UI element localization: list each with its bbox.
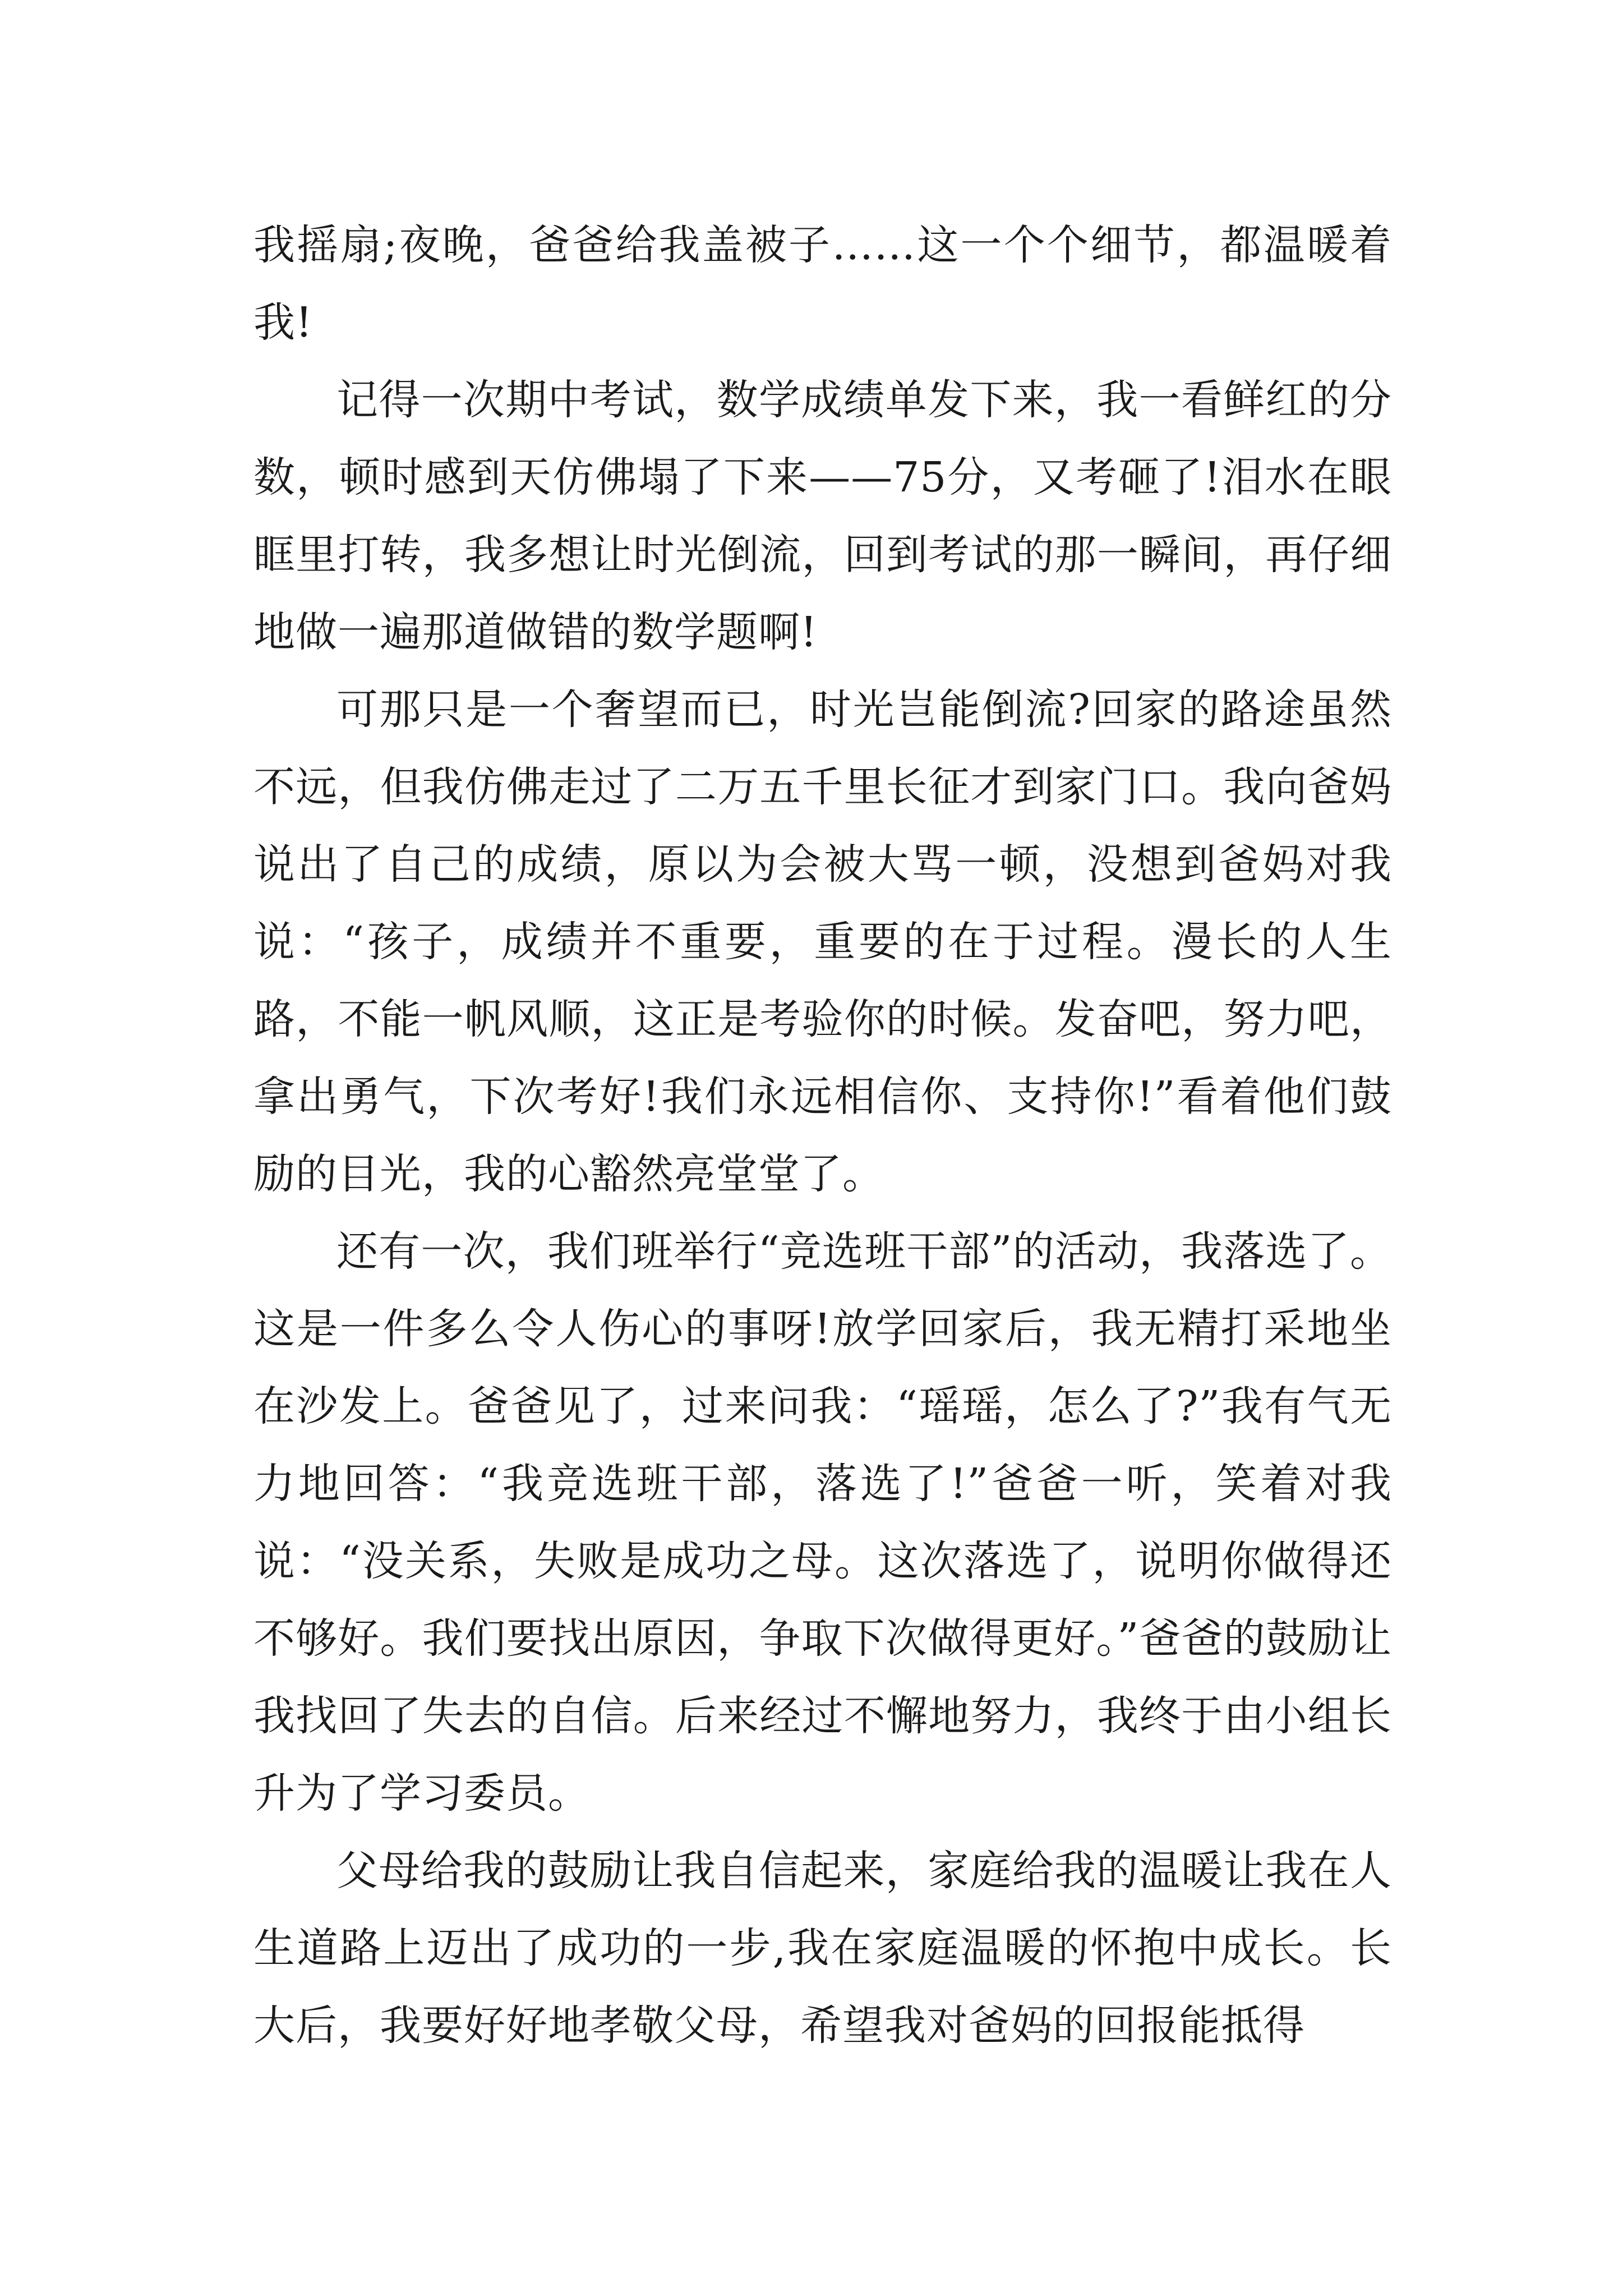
paragraph-2: 记得一次期中考试，数学成绩单发下来，我一看鲜红的分数，顿时感到天仿佛塌了下来——75分，又考砸了!泪水在眼眶里打转，我多想让时光倒流，回到考试的那一瞬间，再仔细地做一遍那道做错的数学题啊! — [253, 376, 1392, 656]
paragraph-4: 还有一次，我们班举行“竞选班干部”的活动，我落选了。这是一件多么令人伤心的事呀!放学回家后，我无精打采地坐在沙发上。爸爸见了，过来问我：“瑶瑶，怎么了?”我有气无力地回答：“我竞选班干部，落选了!”爸爸一听，笑着对我说：“没关系，失败是成功之母。这次落选了，说明你做得还不够好。我们要找出原因，争取下次做得更好。”爸爸的鼓励让我找回了失去的自信。后来经过不懈地努力，我终于由小组长升为了学习委员。 — [253, 1227, 1392, 1818]
document-body — [253, 206, 1392, 2064]
paragraph-1: 我摇扇;夜晚，爸爸给我盖被子……这一个个细节，都温暖着我! — [253, 221, 1392, 347]
paragraph-5: 父母给我的鼓励让我自信起来，家庭给我的温暖让我在人生道路上迈出了成功的一步,我在家庭温暖的怀抱中成长。长大后，我要好好地孝敬父母，希望我对爸妈的回报能抵得 — [253, 1847, 1392, 2050]
paragraph-3: 可那只是一个奢望而已，时光岂能倒流?回家的路途虽然不远，但我仿佛走过了二万五千里长征才到家门口。我向爸妈说出了自己的成绩，原以为会被大骂一顿，没想到爸妈对我说：“孩子，成绩并不重要，重要的在于过程。漫长的人生路，不能一帆风顺，这正是考验你的时候。发奋吧，努力吧，拿出勇气，下次考好!我们永远相信你、支持你!”看着他们鼓励的目光，我的心豁然亮堂堂了。 — [253, 685, 1392, 1198]
